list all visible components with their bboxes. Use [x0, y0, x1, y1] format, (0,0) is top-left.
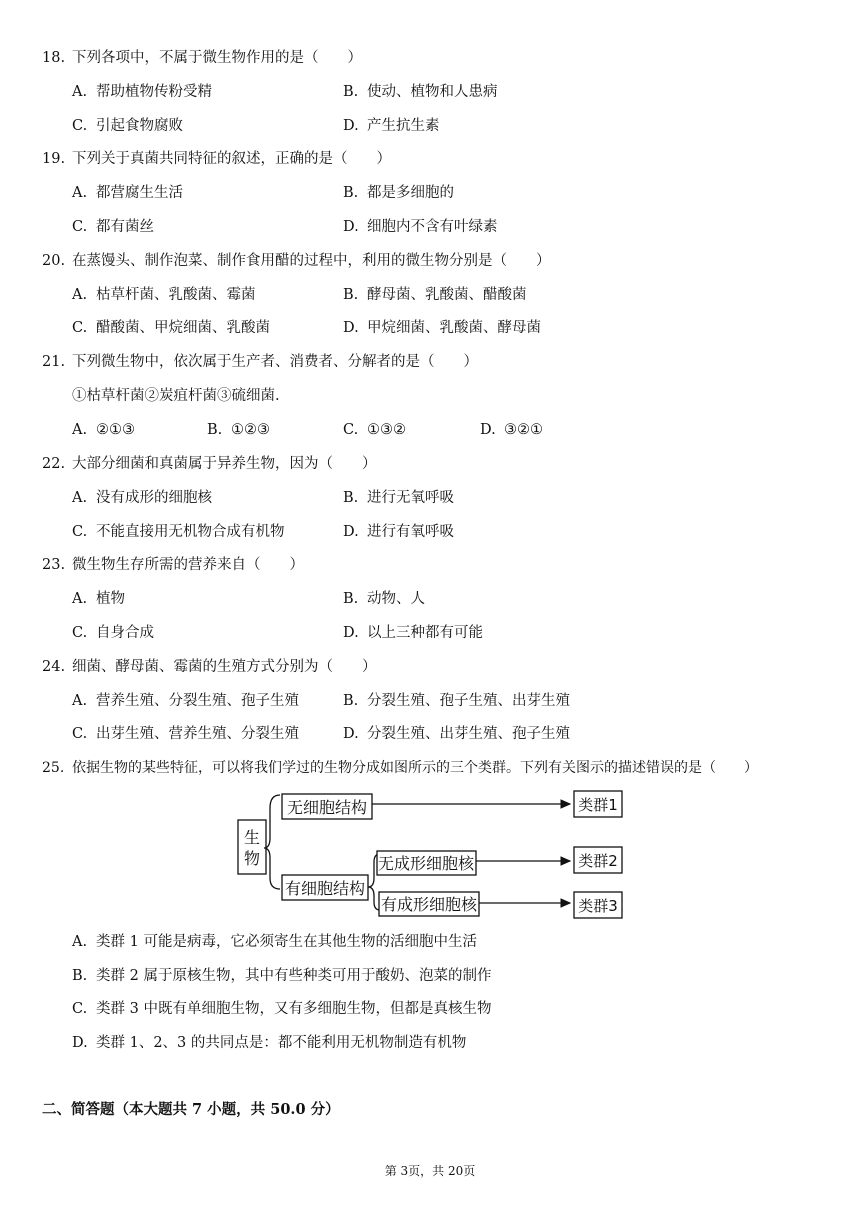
- q23-option-d[interactable]: D. 以上三种都有可能: [343, 625, 483, 641]
- question-24-stem: 24. 细菌、酵母菌、霉菌的生殖方式分别为（ ）: [42, 659, 377, 675]
- no-nucleus-label: 无成形细胞核: [377, 854, 475, 873]
- group3-label: 类群3: [578, 897, 618, 915]
- no-cell-structure-label: 无细胞结构: [286, 798, 368, 817]
- q20-option-c[interactable]: C. 醋酸菌、甲烷细菌、乳酸菌: [72, 320, 270, 336]
- q21-option-b[interactable]: B. ①②③: [207, 422, 270, 438]
- q21-option-a[interactable]: A. ②①③: [72, 422, 135, 438]
- q19-option-a[interactable]: A. 都营腐生生活: [72, 185, 183, 201]
- group2-label: 类群2: [578, 852, 618, 870]
- q19-option-b[interactable]: B. 都是多细胞的: [343, 185, 454, 201]
- question-23-stem: 23. 微生物生存所需的营养来自（ ）: [42, 557, 304, 573]
- question-19-stem: 19. 下列关于真菌共同特征的叙述，正确的是（ ）: [42, 151, 391, 167]
- q23-option-a[interactable]: A. 植物: [72, 591, 125, 607]
- question-18-stem: 18. 下列各项中，不属于微生物作用的是（ ）: [42, 50, 362, 66]
- q25-option-d[interactable]: D. 类群 1、2、3 的共同点是：都不能利用无机物制造有机物: [72, 1035, 467, 1051]
- root-label-bottom: 物: [243, 849, 261, 868]
- q18-option-a[interactable]: A. 帮助植物传粉受精: [72, 84, 212, 100]
- q25-option-c[interactable]: C. 类群 3 中既有单细胞生物，又有多细胞生物，但都是真核生物: [72, 1001, 492, 1017]
- q22-option-a[interactable]: A. 没有成形的细胞核: [72, 490, 212, 506]
- q24-option-c[interactable]: C. 出芽生殖、营养生殖、分裂生殖: [72, 726, 299, 742]
- classification-diagram: [236, 786, 628, 924]
- q19-option-c[interactable]: C. 都有菌丝: [72, 219, 154, 235]
- q19-option-d[interactable]: D. 细胞内不含有叶绿素: [343, 219, 498, 235]
- question-20-stem: 20. 在蒸馒头、制作泡菜、制作食用醋的过程中，利用的微生物分别是（ ）: [42, 253, 551, 269]
- q22-option-c[interactable]: C. 不能直接用无机物合成有机物: [72, 524, 285, 540]
- has-cell-structure-label: 有细胞结构: [284, 879, 366, 898]
- root-label-top: 生: [243, 828, 261, 847]
- q24-option-b[interactable]: B. 分裂生殖、孢子生殖、出芽生殖: [343, 693, 570, 709]
- q23-option-b[interactable]: B. 动物、人: [343, 591, 425, 607]
- page-footer: 第 3页，共 20页: [384, 1164, 476, 1178]
- q23-option-c[interactable]: C. 自身合成: [72, 625, 154, 641]
- section-heading: 二、简答题（本大题共 7 小题，共 50.0 分）: [42, 1101, 340, 1118]
- q18-option-d[interactable]: D. 产生抗生素: [343, 118, 440, 134]
- q25-option-a[interactable]: A. 类群 1 可能是病毒，它必须寄生在其他生物的活细胞中生活: [72, 934, 477, 950]
- q21-option-c[interactable]: C. ①③②: [343, 422, 406, 438]
- question-25-stem: 25. 依据生物的某些特征，可以将我们学过的生物分成如图所示的三个类群。下列有关图示的描述错误的是（ ）: [42, 760, 758, 776]
- question-21-sub: ①枯草杆菌②炭疽杆菌③硫细菌.: [72, 388, 280, 404]
- q22-option-b[interactable]: B. 进行无氧呼吸: [343, 490, 454, 506]
- q18-option-c[interactable]: C. 引起食物腐败: [72, 118, 183, 134]
- q18-option-b[interactable]: B. 使动、植物和人患病: [343, 84, 498, 100]
- q21-option-d[interactable]: D. ③②①: [480, 422, 543, 438]
- q25-option-b[interactable]: B. 类群 2 属于原核生物，其中有些种类可用于酸奶、泡菜的制作: [72, 968, 492, 984]
- group1-label: 类群1: [578, 796, 618, 814]
- question-22-stem: 22. 大部分细菌和真菌属于异养生物，因为（ ）: [42, 456, 377, 472]
- q20-option-d[interactable]: D. 甲烷细菌、乳酸菌、酵母菌: [343, 320, 541, 336]
- q20-option-b[interactable]: B. 酵母菌、乳酸菌、醋酸菌: [343, 287, 527, 303]
- question-21-stem: 21. 下列微生物中，依次属于生产者、消费者、分解者的是（ ）: [42, 354, 478, 370]
- q24-option-a[interactable]: A. 营养生殖、分裂生殖、孢子生殖: [72, 693, 299, 709]
- q20-option-a[interactable]: A. 枯草杆菌、乳酸菌、霉菌: [72, 287, 256, 303]
- q24-option-d[interactable]: D. 分裂生殖、出芽生殖、孢子生殖: [343, 726, 570, 742]
- q22-option-d[interactable]: D. 进行有氧呼吸: [343, 524, 454, 540]
- has-nucleus-label: 有成形细胞核: [380, 895, 478, 914]
